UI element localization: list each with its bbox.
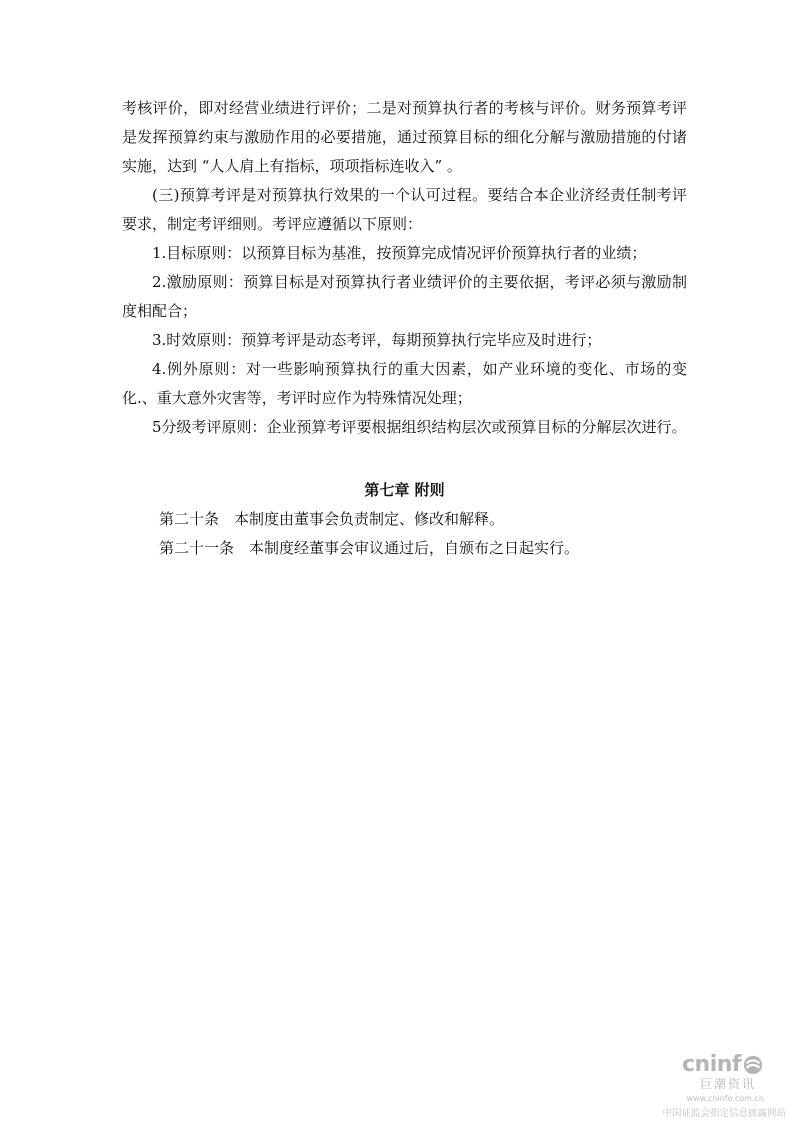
- cninfo-url: www.cninfo.com.cn: [686, 1094, 764, 1103]
- paragraph-evaluation-intro: 考核评价，即对经营业绩进行评价；二是对预算执行者的考核与评价。财务预算考评是发挥预算约束与激励作用的必要措施，通过预算目标的细化分解与激励措施的付诸实施，达到 “人人肩上有指标，项项指标连收入” 。: [122, 99, 687, 175]
- principle-exception: 4.例外原则：对一些影响预算执行的重大因素，如产业环境的变化、市场的变化.、重大意外灾害等，考评时应作为特殊情况处理；: [122, 360, 687, 407]
- cninfo-tagline: 中国证监会指定信息披露网站: [662, 1108, 786, 1119]
- cninfo-brand: 巨潮资讯: [699, 1077, 756, 1091]
- cninfo-watermark: [636, 1052, 786, 1119]
- article-20: 第二十条 本制度由董事会负责制定、修改和解释。: [159, 510, 505, 528]
- article-21: 第二十一条 本制度经董事会审议通过后，自颁布之日起实行。: [159, 539, 580, 557]
- document-body: [122, 94, 687, 563]
- chapter-title: 第七章 附则: [364, 481, 445, 499]
- principle-timeliness: 3.时效原则：预算考评是动态考评，每期预算执行完毕应及时进行；: [152, 331, 602, 349]
- principle-target: 1.目标原则：以预算目标为基准，按预算完成情况评价预算执行者的业绩；: [152, 244, 647, 262]
- cninfo-logo: [636, 1052, 764, 1077]
- principle-incentive: 2.激励原则：预算目标是对预算执行者业绩评价的主要依据，考评必须与激励制度相配合；: [122, 273, 687, 320]
- cninfo-logo-text: cninf: [682, 1052, 741, 1077]
- cninfo-swirl-icon: [742, 1054, 764, 1076]
- paragraph-evaluation-process: (三)预算考评是对预算执行效果的一个认可过程。要结合本企业济经责任制考评要求，制定考评细则。考评应遵循以下原则：: [122, 186, 687, 233]
- principle-hierarchical: 5分级考评原则：企业预算考评要根据组织结构层次或预算目标的分解层次进行。: [152, 418, 687, 436]
